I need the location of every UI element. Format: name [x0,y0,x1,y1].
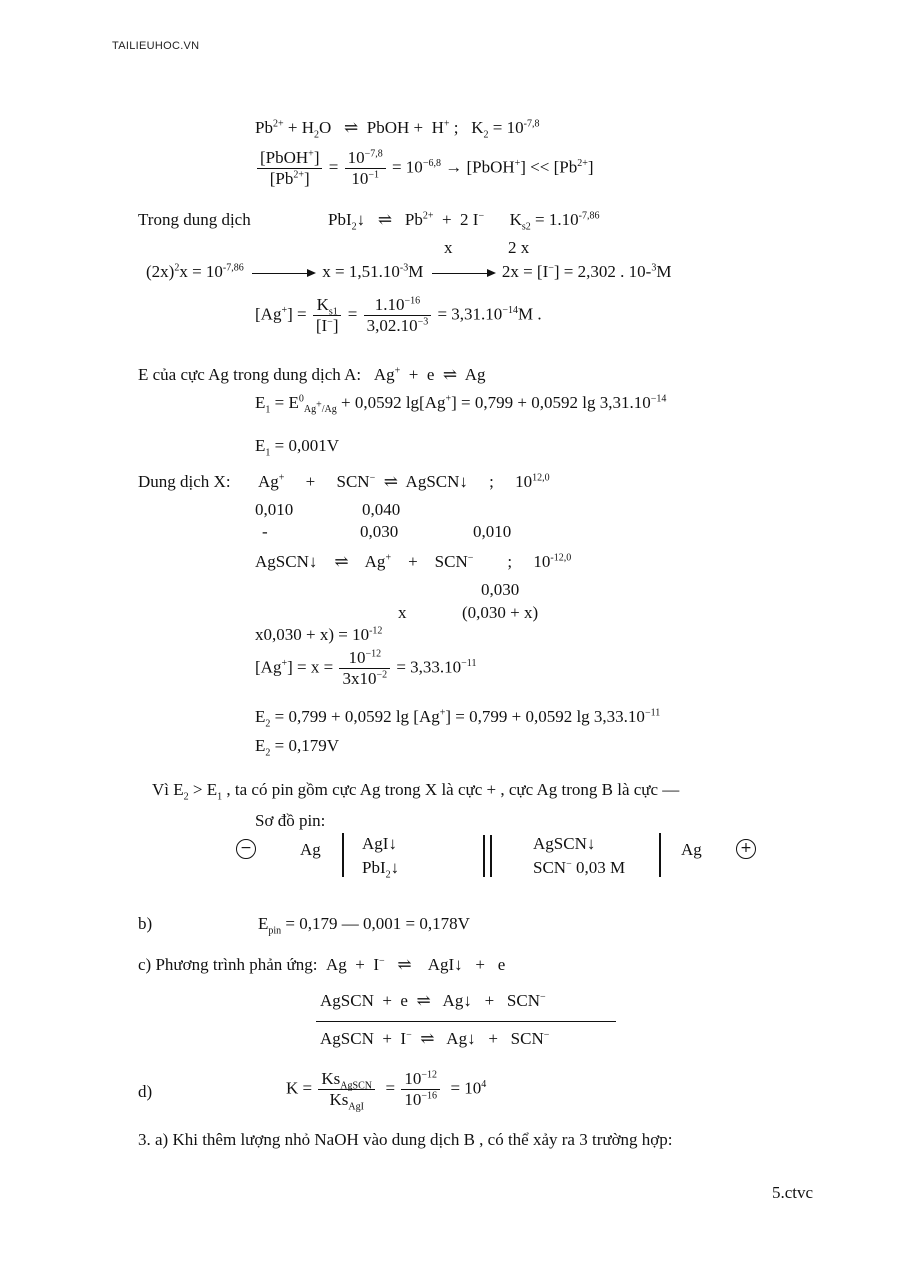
sum-line [316,1021,616,1022]
initial-ag: 0,010 [255,500,294,519]
remaining-ag: - [262,522,268,541]
e1-equation: $E_1 = E^0_{Ag^+/Ag} + 0,0592$ lg[Ag+] = 0,799 + 0,0592 $\lg 3,31.10^{-14}$ [255,393,667,416]
left-agi: AgI↓ [362,834,397,853]
site-header: TAILIEUHOC.VN [112,40,200,52]
ag-concentration: [Ag+] = $\frac{K_{s1}}{[I^-]}$ = $\frac{1.10^{-16}}{3,02.10^{-3}}$ = $3,31.10^{-14}M$ . [255,295,542,335]
salt-bridge-right [490,835,492,877]
page-number: 5.ctvc [772,1183,814,1202]
ag-concentration-2: [Ag+] = x = $\frac{10^{-12}}{3x10^{-2}}$ = $3,33.10^{-11}$ [255,648,477,688]
salt-bridge-left [483,835,485,877]
pbi2-2x: 2 x [508,238,530,257]
left-electrode-ag: Ag [300,840,321,859]
left-electrode-bar [342,833,344,877]
part-c-equation: c) Phương trình phản ứng: Ag + I− ⇌ AgI↓ + e [138,955,506,974]
agscn-precip-equation: Ag+ + SCN− ⇌ AgSCN↓ ; 10$^{12,0}$ [258,472,550,491]
plus-electrode-icon: + [736,839,756,859]
cell-scheme-label: Sơ đồ pin: [255,811,326,830]
k-equation: K = $\frac{Ks_{AgSCN}}{Ks_{AgI}}$ = $\frac{10^{-12}}{10^{-16}}$ = $10^4$ [286,1069,487,1113]
pbi2-equation: PbI$_2$↓ ⇌ $Pb^{2+} + 2$ I− $K_{s2} = 1.10^{-7,86}$ [328,210,600,233]
pb-hydrolysis-equation: $Pb^{2+} + H_2O$ ⇌ PbOH + H+ ; $K_2 = 10^{-7,8}$ [255,118,540,141]
eq-x: x [398,603,407,622]
x-label: Dung dịch X: [138,472,231,491]
pbi2-solve: $(2x)^2x = 10^{-7,86}$ $x = 1,51.10^{-3}M$ 2x = [I−] = 2,302 . 10-$^3$M [146,262,672,281]
left-pbi2: PbI$_2$↓ [362,858,400,881]
overall-reaction: AgSCN + I− ⇌ Ag↓ + SCN− [320,1029,550,1048]
part-b-label: b) [138,914,153,933]
agscn-reduction: AgSCN + e ⇌ Ag↓ + SCN− [320,991,546,1010]
right-electrode-bar [659,833,661,877]
eq-expression: $x0,030 + x) = 10^{-12}$ [255,625,383,644]
eq-scn: (0,030 + x) [462,603,539,622]
scn-initial: 0,030 [481,580,520,599]
minus-electrode-icon: − [236,839,256,859]
e2-equation: $E_2 = 0,799 + 0,0592$ lg [Ag+] = 0,799 + 0,0592 $\lg 3,33.10^{-11}$ [255,707,661,730]
e2-result: $E_2 = 0,179V$ [255,736,340,759]
e-ag-label: E của cực Ag trong dung dịch A: Ag+ + e ⇌ Ag [138,365,486,384]
agscn-dissolution-equation: AgSCN↓ ⇌ Ag+ + SCN− ; $10^{-12,0}$ [255,552,572,571]
remaining-agscn: 0,010 [473,522,512,541]
pbi2-label: Trong dung dịch [138,210,251,229]
e1-result: $E_1 = 0,001V$ [255,436,340,459]
right-electrode-ag: Ag [681,840,702,859]
part-d-label: d) [138,1082,153,1101]
right-scn: SCN− 0,03 M [533,858,626,877]
pboh-ratio: $\frac{[PbOH^+]}{[Pb^{2+}]}$ = $\frac{10^{-7,8}}{10^{-1}}$ = $10^{-6,8}$ → [PbOH+] << $[Pb^{2+}]$ [255,148,594,189]
remaining-scn: 0,030 [360,522,399,541]
pbi2-x: x [444,238,453,257]
right-agscn: AgSCN↓ [533,834,596,853]
epin-equation: $E_{pin} = 0,179$ — 0,001 = 0,178V [258,914,470,937]
initial-scn: 0,040 [362,500,401,519]
cell-conclusion: Vì $E_2 > E_1$ , ta có pin gồm cực Ag trong X là cực + , cực Ag trong B là cực — [152,780,680,803]
question-3: 3. a) Khi thêm lượng nhỏ NaOH vào dung dịch B , có thể xảy ra 3 trường hợp: [138,1130,673,1149]
